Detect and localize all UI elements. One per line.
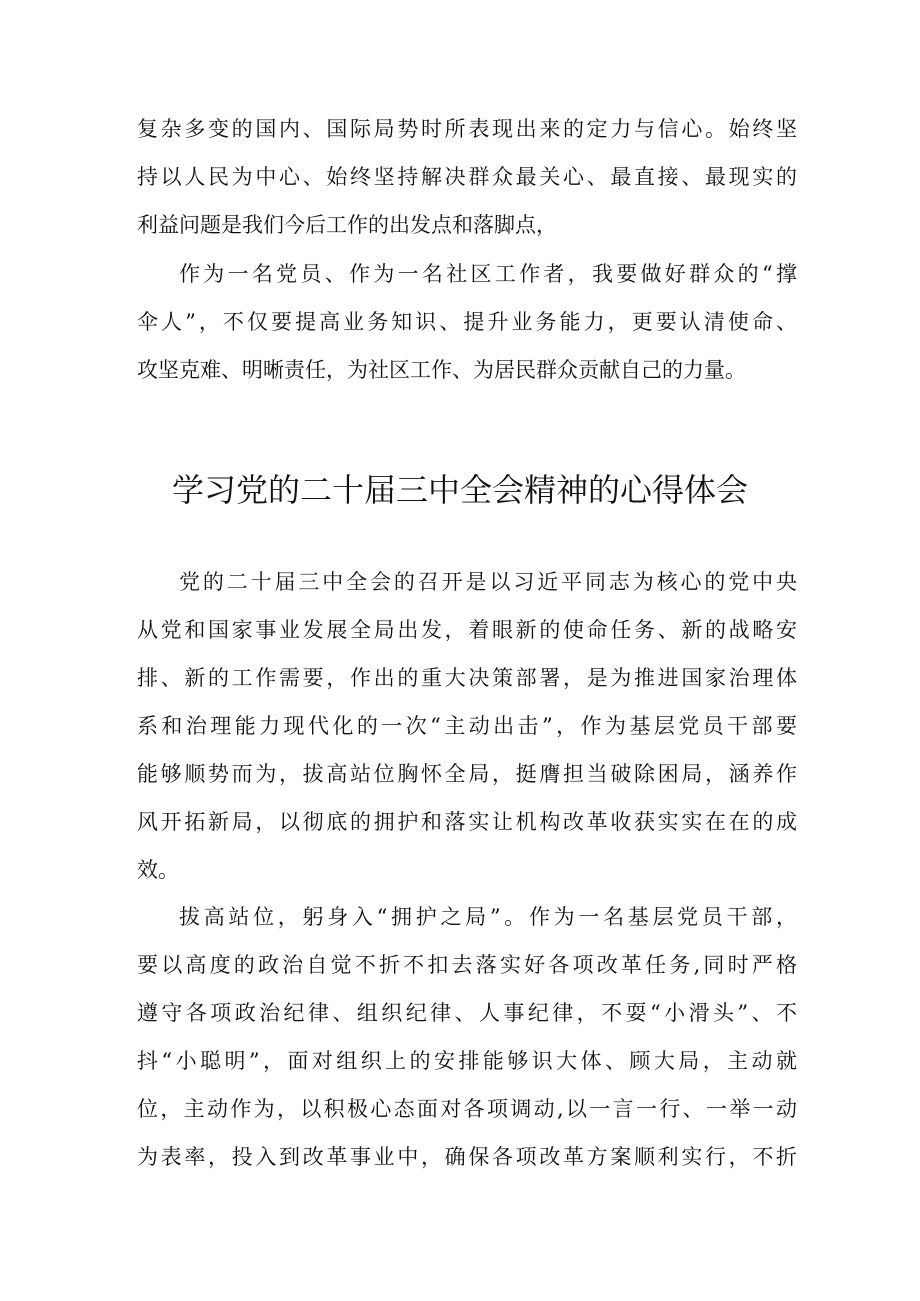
continuation-paragraph bbox=[137, 105, 797, 249]
paragraph-raise-position bbox=[137, 893, 797, 1181]
paragraph-line: 能够顺势而为，拔高站位胸怀全局，挺膺担当破除困局，涵养作 bbox=[137, 762, 797, 786]
paragraph-line: 为表率，投入到改革事业中，确保各项改革方案顺利实行，不折 bbox=[137, 1145, 797, 1169]
article-title: 学习党的二十届三中全会精神的心得体会 bbox=[171, 471, 748, 509]
paragraph-line: 拔高站位，躬身入“拥护之局”。作为一名基层党员干部， bbox=[179, 905, 797, 929]
paragraph-line: 持以人民为中心、始终坚持解决群众最关心、最直接、最现实的 bbox=[137, 165, 797, 189]
paragraph-line: 排、新的工作需要，作出的重大决策部署，是为推进国家治理体 bbox=[137, 666, 797, 690]
paragraph-line: 位，主动作为，以积极心态面对各项调动,以一言一行、一举一动 bbox=[137, 1097, 797, 1121]
paragraph-line: 遵守各项政治纪律、组织纪律、人事纪律，不耍“小滑头”、不 bbox=[137, 1001, 797, 1025]
paragraph-line: 抖“小聪明”，面对组织上的安排能够识大体、顾大局，主动就 bbox=[137, 1049, 797, 1073]
paragraph-line: 利益问题是我们今后工作的出发点和落脚点， bbox=[137, 213, 557, 237]
paragraph-line: 系和治理能力现代化的一次“主动出击”，作为基层党员干部要 bbox=[137, 714, 797, 738]
paragraph-line: 作为一名党员、作为一名社区工作者，我要做好群众的“撑 bbox=[179, 262, 797, 286]
paragraph-line: 攻坚克难、明晰责任，为社区工作、为居民群众贡献自己的力量。 bbox=[137, 358, 746, 382]
paragraph-line: 效。 bbox=[137, 858, 179, 882]
paragraph-line: 风开拓新局，以彻底的拥护和落实让机构改革收获实实在在的成 bbox=[137, 810, 797, 834]
paragraph-party-member bbox=[137, 250, 797, 394]
paragraph-line: 从党和国家事业发展全局出发，着眼新的使命任务、新的战略安 bbox=[137, 618, 797, 642]
paragraph-line: 党的二十届三中全会的召开是以习近平同志为核心的党中央 bbox=[179, 570, 797, 594]
paragraph-line: 伞人”，不仅要提高业务知识、提升业务能力，更要认清使命、 bbox=[137, 310, 797, 334]
paragraph-line: 复杂多变的国内、国际局势时所表现出来的定力与信心。始终坚 bbox=[137, 117, 797, 141]
paragraph-line: 要以高度的政治自觉不折不扣去落实好各项改革任务,同时严格 bbox=[137, 953, 797, 977]
paragraph-plenum-intro bbox=[137, 558, 797, 894]
